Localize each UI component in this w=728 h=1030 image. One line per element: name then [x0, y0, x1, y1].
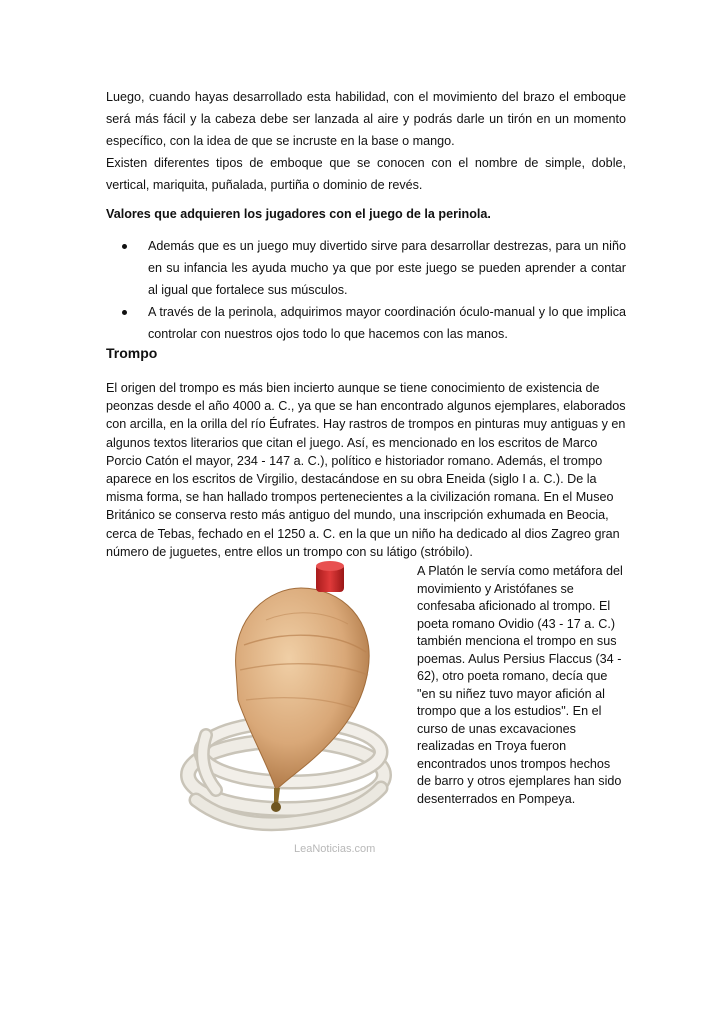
list-item	[106, 235, 626, 301]
list-item-text: Además que es un juego muy divertido sirve para desarrollar destrezas, para un niño en su infancia les ayuda mucho ya que por este juego se pueden aprender a contar al igual que fortalece sus músculos.	[148, 239, 626, 297]
list-item	[106, 301, 626, 345]
list-item-text: A través de la perinola, adquirimos mayor coordinación óculo-manual y lo que implica controlar con nuestros ojos todo lo que hacemos con las manos.	[148, 305, 626, 341]
paragraph-trompo-origen: El origen del trompo es más bien incierto aunque se tiene conocimiento de existencia de peonzas desde el año 4000 a. C., ya que se han encontrado algunos ejemplares, elaborados con arcilla, en la orilla del río Éufrates. Hay rastros de trompos en pinturas muy antiguas y en algunos textos literarios que citan el juego. Así, es mencionado en los escritos de Marco Porcio Catón el mayor, 234 - 147 a. C.), político e historiador romano. Además, el trompo aparece en los escritos de Virgilio, destacándose en su obra Eneida (siglo I a. C.). De la misma forma, se han hallado trompos pertenecientes a la civilización romana. En el Museo Británico se conserva resto más antiguo del mundo, una inscripción exhumada en Beocia, cerca de Tebas, fechado en el 1250 a. C. en la que un niño ha dedicado al dios Zagreo gran número de juguetes, entre ellos un trompo con su látigo (stróbilo).	[106, 381, 626, 559]
heading-trompo: Trompo	[106, 345, 158, 361]
spinning-top-illustration	[176, 560, 408, 860]
bullet-icon	[122, 310, 127, 315]
spinning-top-tip-icon	[271, 788, 281, 812]
spinning-top-figure	[176, 560, 408, 860]
bullet-icon	[122, 244, 127, 249]
watermark-text: LeaNoticias.com	[294, 843, 376, 855]
paragraph-tipos-emboque: Existen diferentes tipos de emboque que se conocen con el nombre de simple, doble, vertical, mariquita, puñalada, purtiña o dominio de revés.	[106, 156, 626, 192]
paragraph-platon: A Platón le servía como metáfora del movimiento y Aristófanes se confesaba aficionado al trompo. El poeta romano Ovidio (43 - 17 a. C.) también menciona el trompo en sus poemas. Aulus Persius Flaccus (34 - 62), otro poeta romano, decía que "en su niñez tuvo mayor afición al trompo que a los estudios". En el curso de unas excavaciones realizadas en Troya fueron encontrados unos trompos hechos de barro y otros ejemplares han sido desenterrados en Pompeya.	[417, 564, 623, 806]
heading-valores: Valores que adquieren los jugadores con el juego de la perinola.	[106, 207, 491, 221]
values-list	[106, 235, 626, 345]
spinning-top-cap-icon	[316, 561, 344, 592]
paragraph-emboque: Luego, cuando hayas desarrollado esta habilidad, con el movimiento del brazo el emboque será más fácil y la cabeza debe ser lanzada al aire y podrás darle un tirón en un momento específico, con la idea de que se incruste en la base o mango.	[106, 90, 626, 148]
spinning-top-body-icon	[236, 588, 370, 790]
